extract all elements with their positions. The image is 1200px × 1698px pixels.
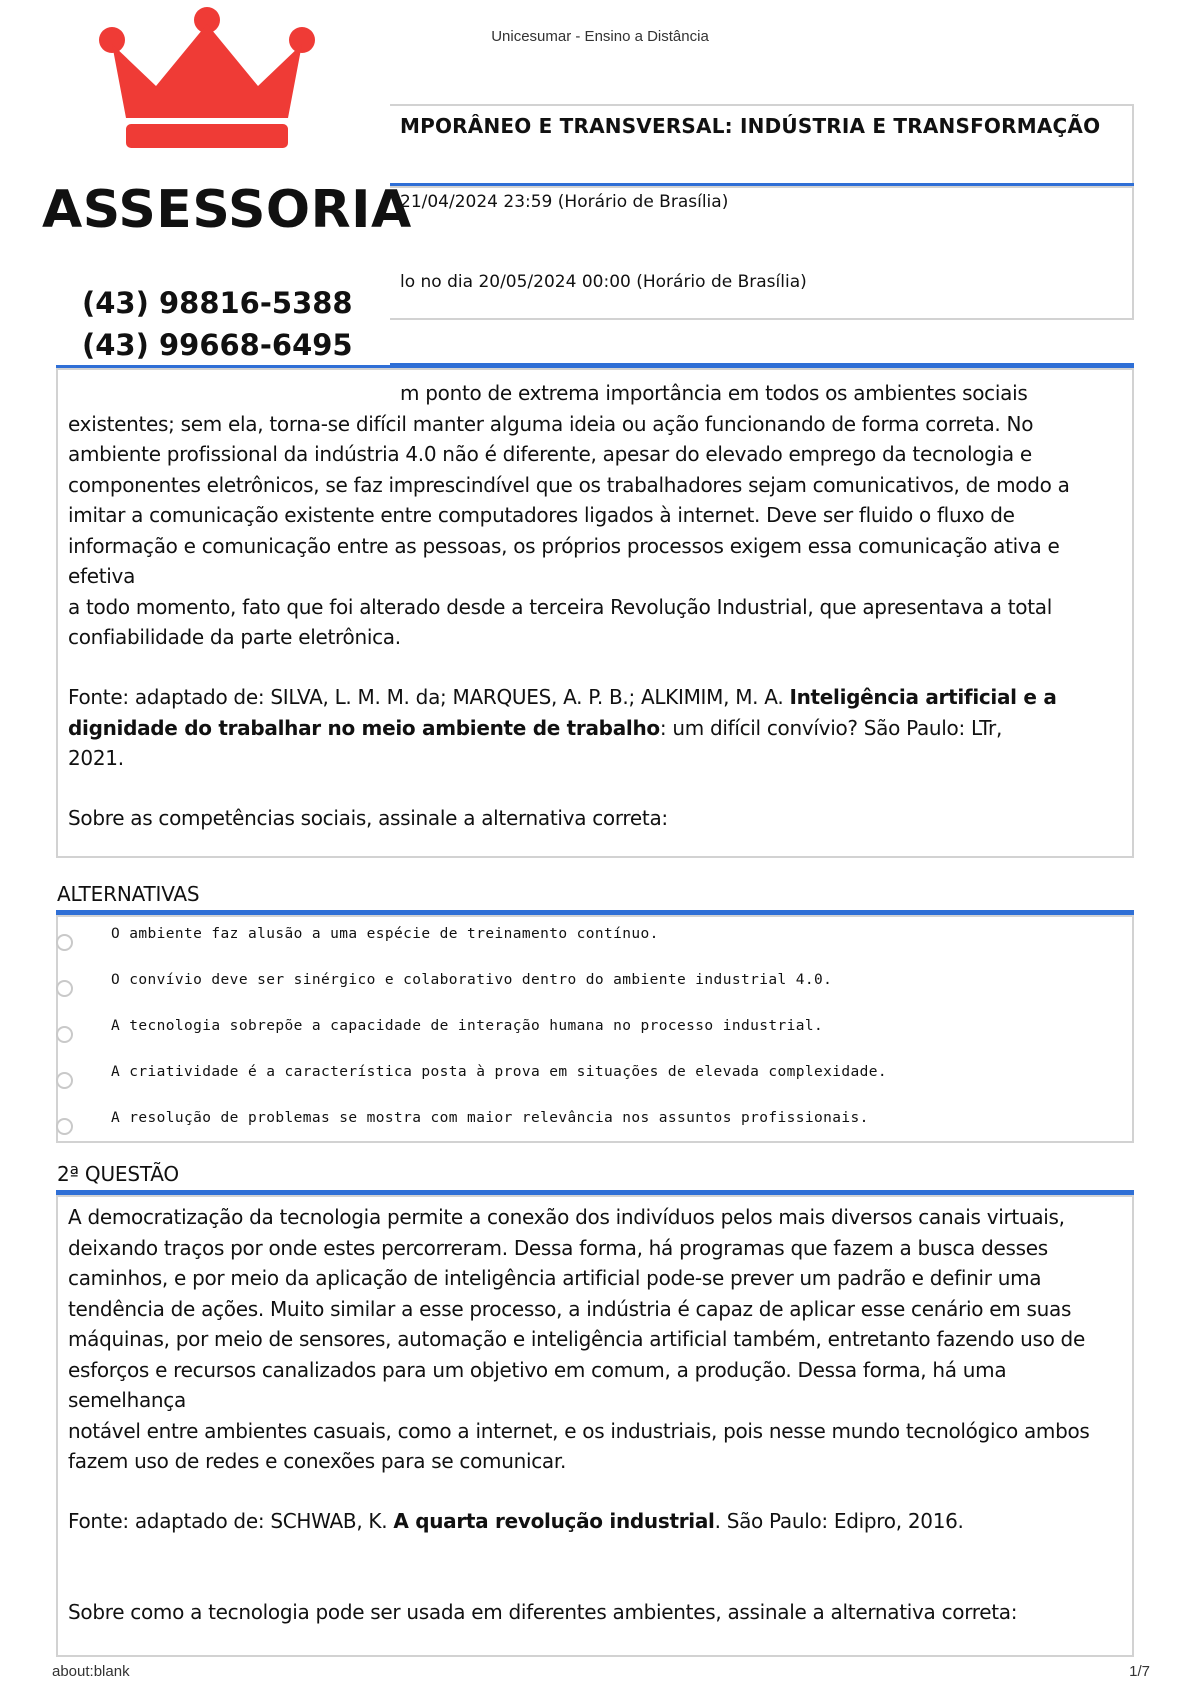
alternative-text[interactable]: A tecnologia sobrepõe a capacidade de interação humana no processo industrial. — [111, 1018, 824, 1034]
question1-line: componentes eletrônicos, se faz imprescindível que os trabalhadores sejam comunicativos, de modo a — [68, 472, 1070, 497]
radio-button[interactable] — [56, 1072, 73, 1089]
question1-source — [68, 682, 1058, 774]
question1-text — [68, 378, 1118, 653]
source-suffix: : um difícil convívio? São Paulo: LTr, 2021. — [68, 715, 1003, 770]
activity-deadline: 21/04/2024 23:59 (Horário de Brasília) — [400, 192, 729, 212]
alternative-text[interactable]: A resolução de problemas se mostra com maior relevância nos assuntos profissionais. — [111, 1110, 869, 1126]
source-prefix: Fonte: adaptado de: SCHWAB, K. — [68, 1509, 394, 1533]
alternative-text[interactable]: A criatividade é a característica posta à prova em situações de elevada complexidade. — [111, 1064, 888, 1080]
question2-label: 2ª QUESTÃO — [57, 1162, 179, 1186]
alternative-option-1[interactable] — [56, 928, 1116, 968]
activity-release: lo no dia 20/05/2024 00:00 (Horário de Brasília) — [400, 272, 807, 292]
radio-button[interactable] — [56, 934, 73, 951]
question2-source — [68, 1506, 1118, 1537]
question2-prompt: Sobre como a tecnologia pode ser usada em diferentes ambientes, assinale a alternativa correta: — [68, 1600, 1018, 1624]
radio-button[interactable] — [56, 980, 73, 997]
alternative-option-3[interactable] — [56, 1020, 1116, 1060]
question2-text — [68, 1202, 1118, 1477]
watermark-phone-1: (43) 98816-5388 — [82, 286, 353, 320]
alternatives-label: ALTERNATIVAS — [57, 882, 200, 906]
question2-line: fazem uso de redes e conexões para se comunicar. — [68, 1449, 567, 1473]
question2-line: máquinas, por meio de sensores, automação e inteligência artificial também, entretanto fazendo uso de — [68, 1327, 1085, 1351]
source-title: A quarta revolução industrial — [393, 1509, 715, 1533]
question1-line: a todo momento, fato que foi alterado desde a terceira Revolução Industrial, que apresentava a total — [68, 594, 1052, 619]
question1-prompt: Sobre as competências sociais, assinale a alternativa correta: — [68, 806, 668, 830]
question2-line: deixando traços por onde estes percorreram. Dessa forma, há programas que fazem a busca desses — [68, 1235, 1048, 1260]
source-suffix: . São Paulo: Edipro, 2016. — [714, 1509, 964, 1533]
question2-line: A democratização da tecnologia permite a conexão dos indivíduos pelos mais diversos canais virtuais, — [68, 1205, 1065, 1229]
watermark-phone-2: (43) 99668-6495 — [82, 328, 353, 362]
alternative-option-5[interactable] — [56, 1112, 1116, 1152]
print-footer-url: about:blank — [52, 1663, 130, 1680]
source-prefix: Fonte: adaptado de: SILVA, L. M. M. da; MARQUES, A. P. B.; ALKIMIM, M. A. — [68, 685, 790, 709]
question1-line: existentes; sem ela, torna-se difícil manter alguma ideia ou ação funcionando de forma correta. No — [68, 411, 1034, 436]
alternative-option-2[interactable] — [56, 974, 1116, 1014]
question2-line: caminhos, e por meio da aplicação de inteligência artificial pode-se prever um padrão e definir uma — [68, 1266, 1042, 1290]
crown-icon — [96, 6, 318, 152]
alternative-text[interactable]: O ambiente faz alusão a uma espécie de treinamento contínuo. — [111, 926, 659, 942]
alternative-text[interactable]: O convívio deve ser sinérgico e colaborativo dentro do ambiente industrial 4.0. — [111, 972, 833, 988]
radio-button[interactable] — [56, 1118, 73, 1135]
activity-title: MPORÂNEO E TRANSVERSAL: INDÚSTRIA E TRANSFORMAÇÃO — [400, 114, 1101, 138]
question1-line: informação e comunicação entre as pessoas, os próprios processos exigem essa comunicação ativa e efetiva — [68, 533, 1060, 588]
question1-line: imitar a comunicação existente entre computadores ligados à internet. Deve ser fluido o fluxo de — [68, 503, 1015, 527]
radio-button[interactable] — [56, 1026, 73, 1043]
alternative-option-4[interactable] — [56, 1066, 1116, 1106]
question1-line: ambiente profissional da indústria 4.0 não é diferente, apesar do elevado emprego da tecnologia e — [68, 442, 1032, 466]
question2-line: tendência de ações. Muito similar a esse processo, a indústria é capaz de aplicar esse cenário em suas — [68, 1296, 1072, 1321]
print-footer-page: 1/7 — [1129, 1663, 1150, 1680]
assessoria-watermark — [0, 0, 412, 365]
question1-line: m ponto de extrema importância em todos os ambientes sociais — [400, 381, 1028, 405]
question1-line: confiabilidade da parte eletrônica. — [68, 625, 401, 649]
question2-line: esforços e recursos canalizados para um objetivo em comum, a produção. Dessa forma, há uma semelhança — [68, 1357, 1007, 1412]
print-header: Unicesumar - Ensino a Distância — [491, 28, 709, 45]
watermark-title: ASSESSORIA — [42, 180, 412, 240]
question2-line: notável entre ambientes casuais, como a internet, e os industriais, pois nesse mundo tecnológico ambos — [68, 1418, 1090, 1443]
source-title: Inteligência artificial e a dignidade do trabalhar no meio ambiente de trabalho — [68, 685, 1057, 740]
